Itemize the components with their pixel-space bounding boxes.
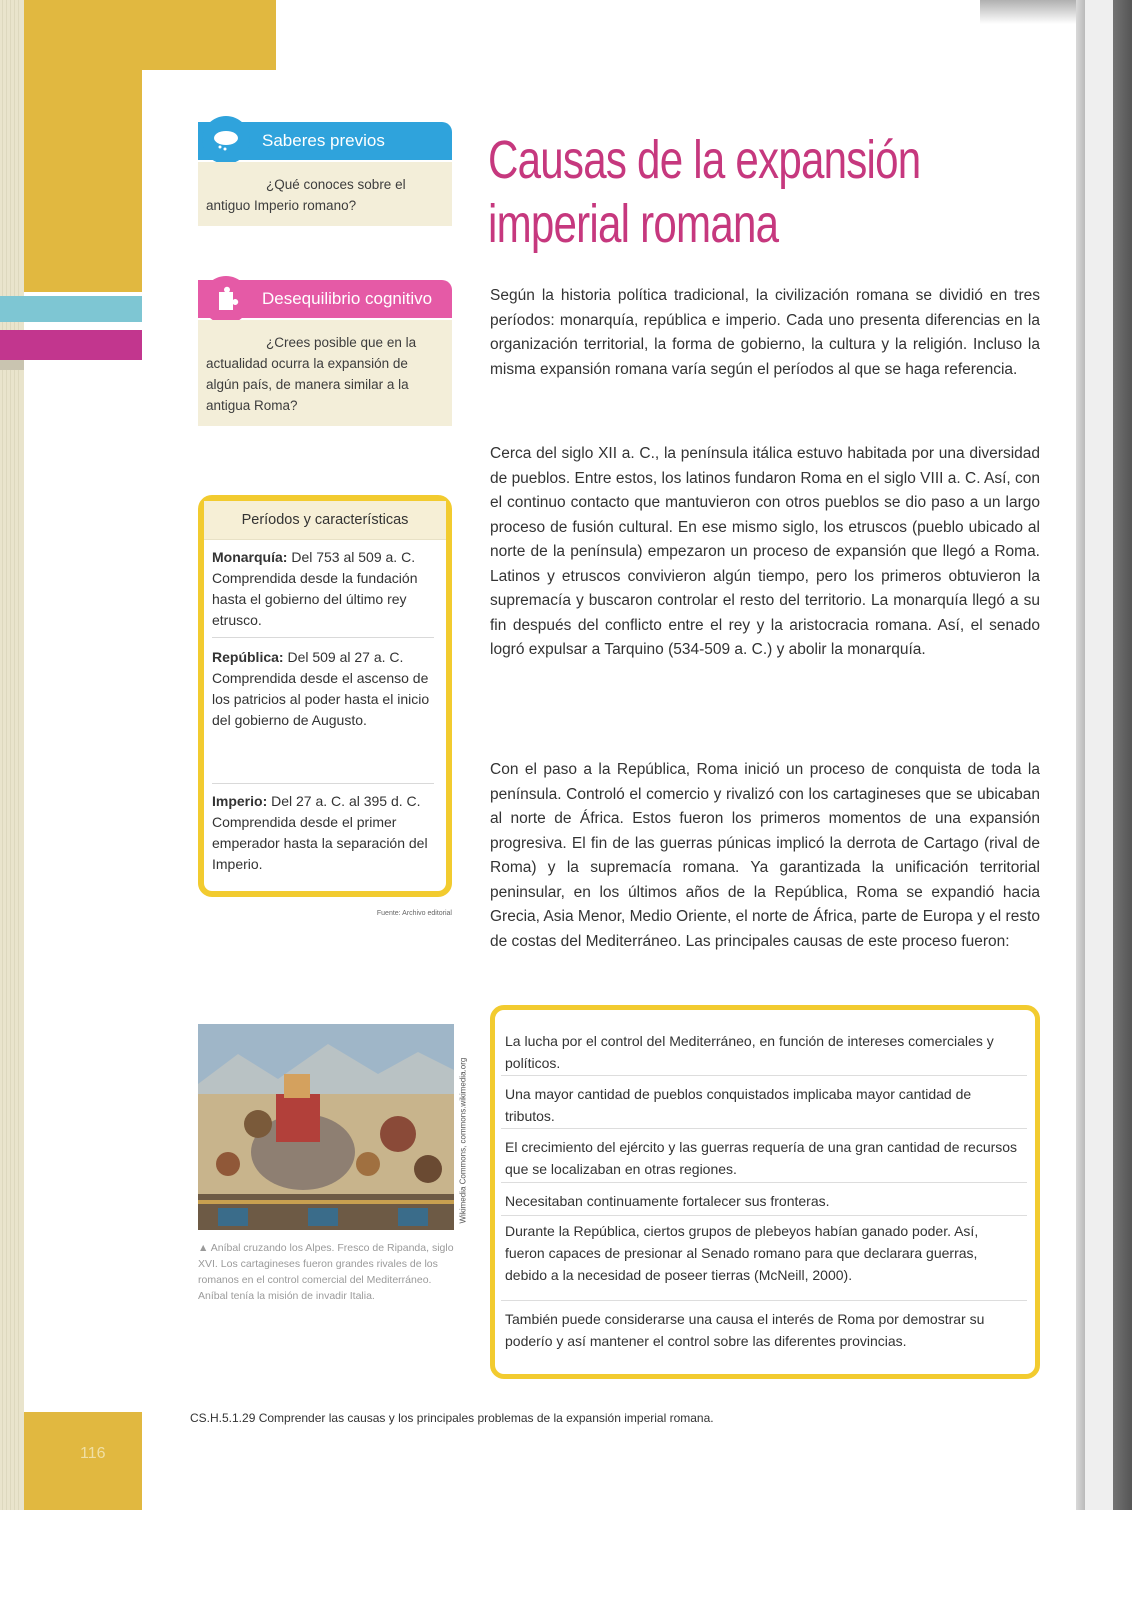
periodo-dates: Del 27 a. C. al 395 d. C.	[267, 793, 421, 809]
periodos-box	[198, 495, 452, 897]
periodo-name: Imperio:	[212, 793, 268, 809]
curriculum-footer: CS.H.5.1.29 Comprender las causas y los principales problemas de la expansión imperial romana.	[190, 1411, 714, 1425]
scan-bottom	[0, 1510, 1132, 1600]
causes-box	[490, 1005, 1040, 1379]
cause-item: La lucha por el control del Mediterráneo, en función de intereses comerciales y políticos.	[505, 1033, 994, 1071]
decor-ochre-column	[24, 70, 142, 292]
cause-item: También puede considerarse una causa el interés de Roma por demostrar su poderío y así mantener el control sobre las diferentes provincias.	[505, 1311, 985, 1349]
saberes-previos-question: ¿Qué conoces sobre el antiguo Imperio romano?	[198, 162, 452, 226]
saberes-previos-heading: Saberes previos	[262, 131, 385, 150]
divider	[501, 1215, 1027, 1216]
paragraph-3: Con el paso a la República, Roma inició un proceso de conquista de toda la península. Controló el comercio y rivalizó con los cartagineses que se ubicaban al norte de África. Estos fueron los primeros momentos de una expansión progresiva. El fin de las guerras púnicas implicó la derrota de Cartago (rival de Roma) y la supremacía romana. Ya garantizada la unificación territorial peninsular, en los últimos años de la República, Roma se expandió hacia Grecia, Asia Menor, Medio Oriente, el norte de África, parte de Europa y el resto de costas del Mediterráneo. Las principales causas de este proceso fueron:	[490, 761, 1040, 950]
periodos-title: Períodos y características	[204, 501, 446, 540]
desequilibrio-question: ¿Crees posible que en la actualidad ocurra la expansión de algún país, de manera similar a la antigua Roma?	[198, 320, 452, 426]
divider	[501, 1075, 1027, 1076]
title-line-1: Causas de la expansión	[488, 130, 921, 190]
cause-item: Durante la República, ciertos grupos de plebeyos habían ganado poder. Así, fueron capaces de presionar al Senado romano para que declarara guerras, debido a la necesidad de poseer tierras (McNeill, 2000).	[505, 1223, 979, 1283]
page-edge-lines	[2, 0, 22, 1510]
periodos-source: Fuente: Archivo editorial	[376, 910, 452, 917]
cause-item: El crecimiento del ejército y las guerras requería de una gran cantidad de recursos que se localizaban en otras regiones.	[505, 1139, 1018, 1177]
cause-item: Una mayor cantidad de pueblos conquistados implicaba mayor cantidad de tributos.	[505, 1086, 972, 1124]
desequilibrio-box	[198, 280, 452, 426]
scan-shadow	[980, 0, 1076, 24]
paragraph-2: Cerca del siglo XII a. C., la península itálica estuvo habitada por una diversidad de pueblos. Entre estos, los latinos fundaron Roma en el siglo VIII a. C. Así, con el continuo contacto que mantuvieron con otros pueblos se dio paso a un largo proceso de fusión cultural. En ese mismo siglo, los etruscos (pueblo ubicado al norte de la península) empezaron un proceso de expansión que llegó a Roma. Latinos y etruscos convivieron algún tiempo, pero los primeros obtuvieron la supremacía y buscaron controlar el resto del territorio. La monarquía llegó a su fin después del conflicto entre el rey y la aristocracia romana. Así, el senado logró expulsar a Tarquino (534-509 a. C.) y abolir la monarquía.	[490, 445, 1040, 658]
decor-magenta-band	[0, 330, 142, 360]
decor-grey-band	[0, 360, 24, 370]
periodo-monarquia	[212, 547, 434, 631]
periodo-text: Comprendida desde el primer emperador hasta la separación del Imperio.	[212, 814, 428, 872]
puzzle-icon	[202, 276, 250, 324]
periodo-republica	[212, 647, 434, 731]
divider	[501, 1182, 1027, 1183]
desequilibrio-heading: Desequilibrio cognitivo	[262, 289, 433, 308]
divider	[501, 1128, 1027, 1129]
page-number: 116	[80, 1445, 106, 1462]
next-page-edge	[1085, 0, 1113, 1510]
title-line-2: imperial romana	[488, 194, 779, 254]
image-caption: ▲ Aníbal cruzando los Alpes. Fresco de Ripanda, siglo XVI. Los cartagineses fueron grandes rivales de los romanos en el control comercial del Mediterráneo. Aníbal tenía la misión de invadir Italia.	[198, 1242, 454, 1302]
cloud-icon	[202, 116, 250, 164]
periodo-text: Comprendida desde el ascenso de los patricios al poder hasta el inicio del gobierno de Augusto.	[212, 670, 430, 728]
periodo-name: Monarquía:	[212, 549, 288, 565]
paragraph-1: Según la historia política tradicional, la civilización romana se dividió en tres períodos: monarquía, república e imperio. Cada uno presenta diferencias en la organización territorial, la forma de gobierno, la cultura y la religión. Incluso la misma expansión romana varía según el períodos al que se haga referencia.	[490, 287, 1040, 378]
cause-item: Necesitaban continuamente fortalecer sus fronteras.	[505, 1193, 830, 1209]
fresco-image	[198, 1024, 454, 1230]
page-title	[488, 128, 925, 256]
image-credit	[456, 1024, 470, 1230]
periodo-imperio	[212, 791, 434, 875]
periodo-name: República:	[212, 649, 284, 665]
periodo-dates: Del 753 al 509 a. C.	[287, 549, 416, 565]
divider	[212, 783, 434, 784]
image-credit-text: Wikimedia Commons, commons.wikimedia.org	[458, 1057, 468, 1224]
periodo-text: Comprendida desde la fundación hasta el gobierno del último rey etrusco.	[212, 570, 418, 628]
decor-ochre-block	[24, 0, 276, 70]
periodo-dates: Del 509 al 27 a. C.	[283, 649, 404, 665]
saberes-previos-box	[198, 122, 452, 226]
decor-teal-band	[0, 296, 142, 322]
divider	[501, 1300, 1027, 1301]
divider	[212, 637, 434, 638]
